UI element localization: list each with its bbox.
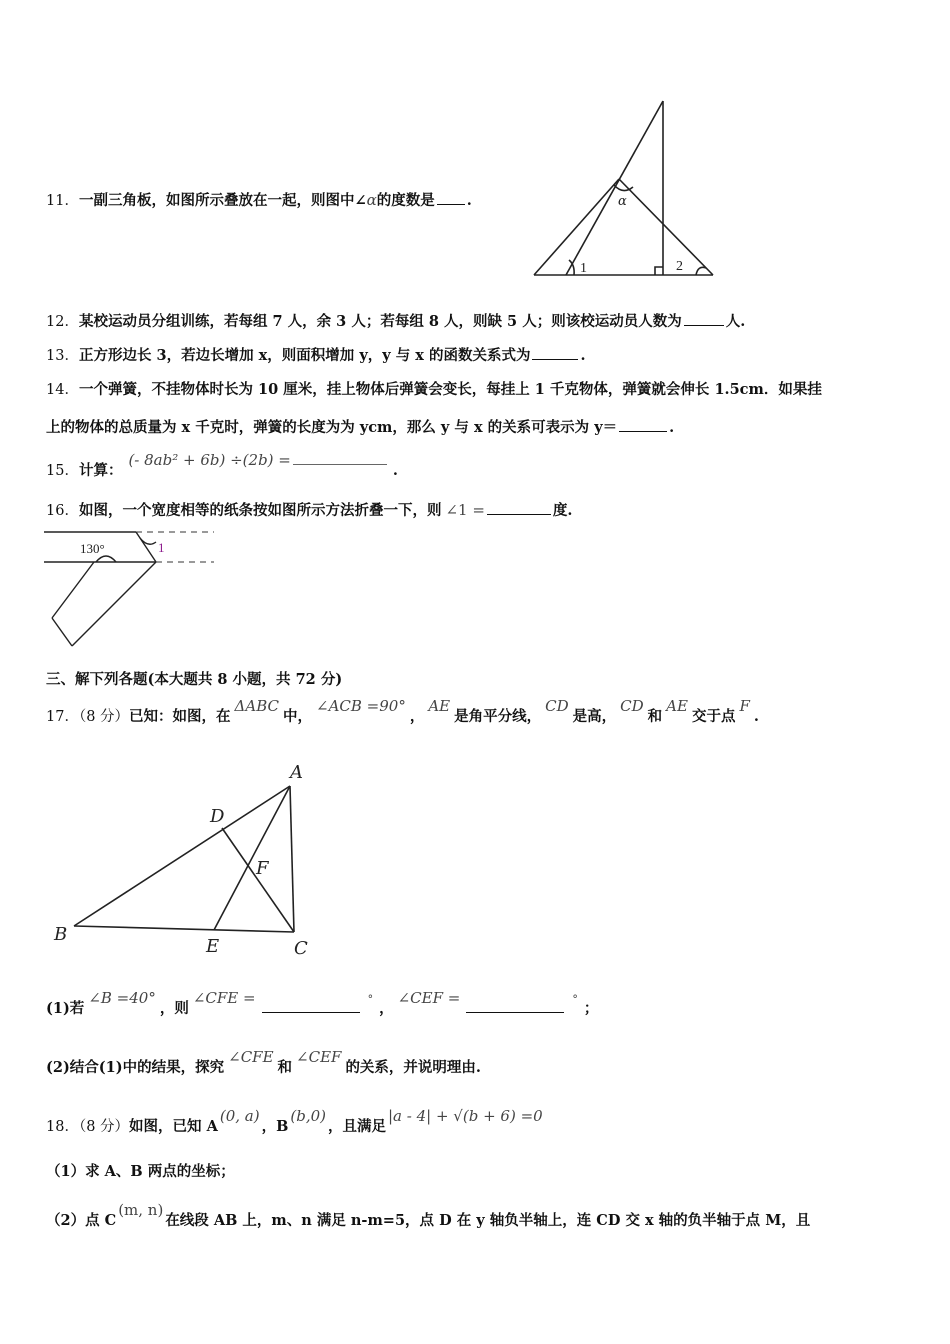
q17-t5: 是高，: [572, 708, 617, 725]
q18p2-t1: （2）点 C: [46, 1212, 117, 1229]
fig11-right-side: [619, 179, 713, 275]
q17p1-m3: ∠CEF =: [397, 989, 461, 1007]
fig11-alpha-arc: [614, 185, 633, 191]
q16-text: 如图，一个宽度相等的纸条按如图所示方法折叠一下，则: [78, 502, 442, 519]
q17-score: （8 分）: [78, 709, 130, 725]
fig11-right-angle: [655, 267, 663, 275]
q13-end: .: [580, 347, 586, 364]
q17-number: 17．: [46, 709, 79, 725]
q18-number: 18．: [46, 1119, 79, 1135]
q15-label: 计算：: [78, 462, 123, 479]
q16-angle: ∠1 =: [445, 501, 485, 519]
q17-m5: CD: [620, 697, 644, 715]
q17-m6: AE: [666, 697, 688, 715]
fig11-left-side: [534, 179, 619, 275]
triangle-abc-figure: [50, 758, 340, 958]
q18-score: （8 分）: [78, 1119, 130, 1135]
q17-end: .: [753, 708, 759, 725]
q13-answer-blank[interactable]: [532, 345, 578, 360]
q17p1-m1: ∠B =40°: [88, 989, 156, 1007]
q18-t3: ，且满足: [327, 1118, 386, 1135]
q15-number: 15．: [46, 463, 79, 479]
q17-t4: 是角平分线，: [454, 708, 542, 725]
q17p1-label: (1)若: [46, 1000, 85, 1017]
fig16-angle1-arc: [140, 538, 156, 544]
q17p2-m2: ∠CEF: [296, 1048, 342, 1066]
q12-end: 人.: [725, 313, 746, 330]
q12-answer-blank[interactable]: [684, 311, 724, 326]
fig11-label-2: 2: [676, 259, 683, 274]
q11-text: 一副三角板，如图所示叠放在一起，则图中∠: [78, 192, 367, 209]
fig17-side-ac: [290, 786, 294, 932]
q16-end: 度.: [552, 502, 573, 519]
question-18-part1: （1）求 A、B 两点的坐标；: [46, 1163, 235, 1180]
q13-number: 13．: [46, 348, 79, 364]
folded-strip-figure: [44, 528, 219, 653]
fig17-side-bc: [74, 926, 294, 932]
q11-number: 11．: [46, 193, 79, 209]
q18p2-m1: (m, n): [118, 1201, 164, 1219]
question-17-part2: [46, 1048, 481, 1078]
q17p2-t2: 的关系，并说明理由.: [345, 1059, 481, 1076]
q17-m1: ΔABC: [234, 697, 279, 715]
q17p1-answer-blank-2[interactable]: [466, 998, 564, 1013]
q11-end: .: [466, 192, 472, 209]
question-12: [46, 311, 745, 332]
q14-end: .: [669, 419, 675, 436]
question-11: [46, 190, 472, 211]
q17-m7: F: [739, 697, 750, 715]
q17p1-t2: ，: [379, 1000, 394, 1017]
q17-m2: ∠ACB =90°: [316, 697, 406, 715]
q11-alpha: α: [366, 191, 377, 209]
fig16-fold-line: [136, 532, 156, 562]
q11-answer-blank[interactable]: [437, 190, 465, 205]
q17-t6: 和: [647, 708, 663, 725]
q13-text: 正方形边长 3，若边长增加 x，则面积增加 y，y 与 x 的函数关系式为: [78, 347, 531, 364]
question-16: [46, 500, 572, 521]
fig17-label-e: E: [206, 936, 220, 957]
q17-t1: 已知：如图，在: [129, 708, 231, 725]
fig17-label-f: F: [256, 858, 269, 879]
q14-line2: 上的物体的总质量为 x 千克时，弹簧的长度为为 ycm，那么 y 与 x 的关系可表示为 y＝: [46, 419, 618, 436]
q17-m3: AE: [428, 697, 451, 715]
fig17-label-a: A: [290, 762, 303, 783]
q15-answer-blank[interactable]: [293, 450, 387, 465]
question-17-part1: [46, 989, 599, 1020]
q17-m4: CD: [545, 697, 569, 715]
section-3-heading: 三、解下列各题(本大题共 8 小题，共 72 分): [46, 671, 343, 688]
fig16-angle130-arc: [96, 556, 116, 562]
fig17-label-b: B: [54, 924, 68, 945]
q18-m1: (0, a): [219, 1107, 260, 1125]
question-15: [46, 451, 398, 481]
q17p2-m1: ∠CFE: [228, 1048, 274, 1066]
fig17-altitude-cd: [222, 828, 294, 932]
q18-m3: |a - 4| + √(b + 6) =0: [387, 1107, 543, 1125]
q14-answer-blank[interactable]: [619, 417, 667, 432]
q17-t2: 中，: [283, 708, 312, 725]
q17p2-t1: 和: [277, 1059, 293, 1076]
q17-t3: ，: [409, 708, 425, 725]
question-18-part2: [46, 1201, 811, 1231]
triangle-boards-figure: [530, 95, 730, 285]
question-14-line2: [46, 417, 674, 438]
q18-t2: ，B: [261, 1118, 289, 1135]
q18-m2: (b,0): [290, 1107, 326, 1125]
q17p1-m2: ∠CFE =: [192, 989, 256, 1007]
q14-number: 14．: [46, 382, 79, 398]
q16-number: 16．: [46, 503, 79, 519]
q17p1-t1: ，则: [159, 1000, 189, 1017]
fig17-label-c: C: [294, 938, 308, 958]
q15-expression: (- 8ab² + 6b) ÷(2b) =: [128, 451, 291, 469]
q17p1-deg2: °: [572, 993, 578, 1006]
fig11-label-1: 1: [580, 261, 587, 276]
q14-line1: 一个弹簧，不挂物体时长为 10 厘米，挂上物体后弹簧会变长，每挂上 1 千克物体，弹簧就会伸长 1.5cm．如果挂: [78, 381, 822, 398]
fig16-angle-label: 130°: [80, 541, 105, 556]
question-18: [46, 1107, 543, 1137]
q18-t1: 如图，已知 A: [129, 1118, 218, 1135]
fig11-alpha-label: α: [618, 194, 627, 209]
q11-tail: 的度数是: [376, 192, 435, 209]
q17p1-answer-blank-1[interactable]: [262, 998, 360, 1013]
fig11-angle2-arc: [696, 267, 706, 275]
fig16-strip-left-long: [52, 562, 94, 618]
q12-number: 12．: [46, 314, 79, 330]
fig17-side-ba: [74, 786, 290, 926]
q17p2-label: (2)结合(1)中的结果，探究: [46, 1059, 225, 1076]
q17p1-end: ；: [583, 1000, 599, 1017]
q12-text: 某校运动员分组训练，若每组 7 人，余 3 人；若每组 8 人，则缺 5 人；则该校运动员人数为: [78, 313, 682, 330]
q18p2-t2: 在线段 AB 上，m、n 满足 n-m=5，点 D 在 y 轴负半轴上，连 CD 交 x 轴的负半轴于点 M，且: [165, 1212, 811, 1229]
q16-answer-blank[interactable]: [487, 500, 551, 515]
question-14-line1: [46, 380, 822, 400]
q17p1-deg1: °: [367, 993, 374, 1006]
question-17: [46, 697, 759, 727]
fig11-hypotenuse: [566, 101, 663, 275]
q17-t7: 交于点: [691, 708, 736, 725]
fig17-label-d: D: [210, 806, 225, 827]
fig16-label-1: 1: [158, 540, 165, 555]
fig16-strip-end: [52, 618, 72, 646]
q15-end: .: [392, 462, 398, 479]
question-13: [46, 345, 586, 366]
